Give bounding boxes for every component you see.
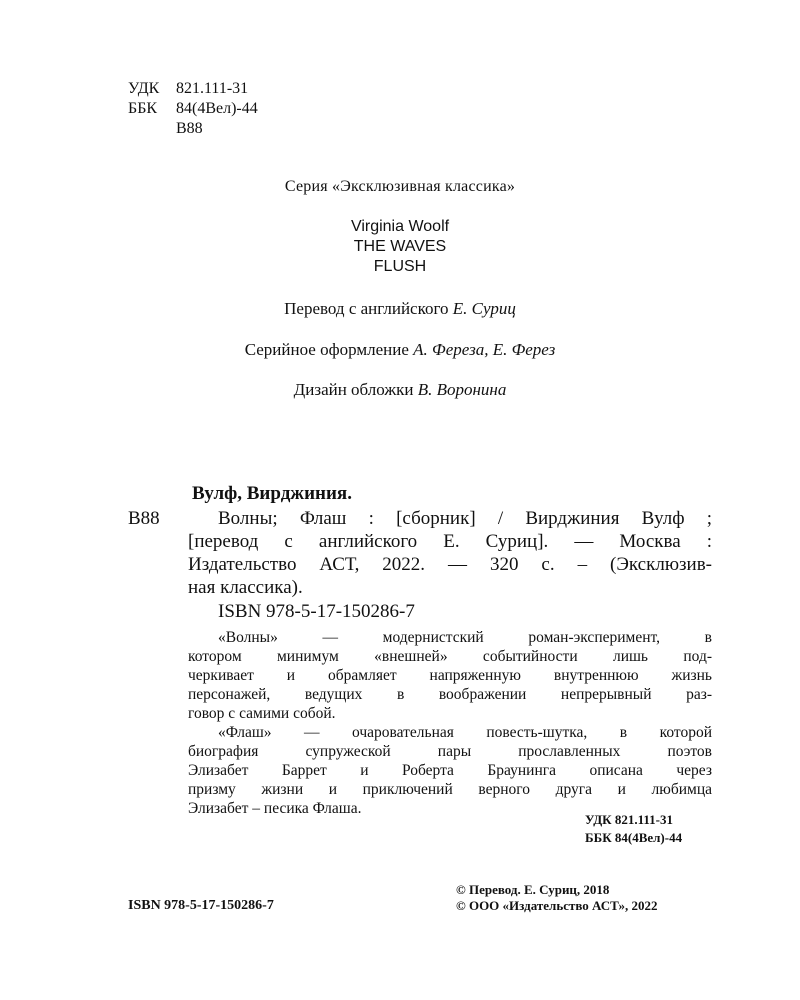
udk-row [128, 80, 248, 98]
biblio-heading: Вулф, Вирджиния. [192, 483, 352, 504]
annotation-line: Элизабет Баррет и Роберта Браунинга описана через [188, 762, 712, 779]
footer-isbn: ISBN 978-5-17-150286-7 [128, 898, 274, 913]
series-design-names: А. Фереза, Е. Ферез [413, 340, 556, 359]
biblio-line-2: [перевод с английского Е. Суриц]. — Москва : [188, 531, 712, 552]
biblio-line-4: ная классика). [188, 577, 303, 598]
author-sign: В88 [176, 120, 203, 137]
index-udk: УДК 821.111-31 [585, 812, 673, 827]
udk-value: 821.111-31 [176, 80, 249, 97]
cover-design-name: В. Воронина [417, 380, 507, 399]
biblio-line-3: Издательство АСТ, 2022. — 320 с. – (Эксклюзив- [188, 554, 712, 575]
biblio-line-1: Волны; Флаш : [сборник] / Вирджиния Вулф ; [218, 508, 712, 529]
original-author: Virginia Woolf [350, 218, 450, 235]
series-title: Серия «Эксклюзивная классика» [284, 178, 516, 195]
udk-label: УДК [128, 80, 160, 97]
annotation-line: говор с самими собой. [188, 705, 336, 722]
annotation-line: черкивает и обрамляет напряженную внутреннюю жизнь [188, 667, 712, 684]
index-bbk: ББК 84(4Вел)-44 [585, 830, 683, 845]
translation-label: Перевод с английского [284, 299, 449, 318]
copyright-publisher: © ООО «Издательство АСТ», 2022 [456, 898, 658, 913]
author-sign-row [128, 120, 203, 138]
biblio-sign: В88 [128, 508, 160, 529]
annotation-line: Элизабет – песика Флаша. [188, 800, 362, 817]
series-design-label: Серийное оформление [244, 340, 409, 359]
annotation-line: призму жизни и приключений верного друга и любимца [188, 781, 712, 798]
annotation-line: «Волны» — модернистский роман-эксперимент, в [218, 629, 712, 646]
original-title-flush: FLUSH [373, 258, 427, 275]
annotation-line: котором минимум «внешней» событийности лишь под- [188, 648, 712, 665]
annotation-line: «Флаш» — очаровательная повесть-шутка, в которой [218, 724, 712, 741]
annotation-line: персонажей, ведущих в воображении непрерывный раз- [188, 686, 712, 703]
cover-design-label: Дизайн обложки [293, 380, 414, 399]
copyright-translation: © Перевод. Е. Суриц, 2018 [456, 882, 610, 897]
bbk-label: ББК [128, 100, 158, 117]
series-design-credit [0, 340, 800, 360]
bbk-row [128, 100, 258, 118]
biblio-isbn: ISBN 978-5-17-150286-7 [218, 601, 415, 622]
original-title-waves: THE WAVES [353, 238, 447, 255]
translation-credit [0, 299, 800, 319]
translation-name: Е. Суриц [452, 299, 516, 318]
bbk-value: 84(4Вел)-44 [176, 100, 258, 117]
annotation-line: биография супружеской пары прославленных поэтов [188, 743, 712, 760]
cover-design-credit [0, 380, 800, 400]
